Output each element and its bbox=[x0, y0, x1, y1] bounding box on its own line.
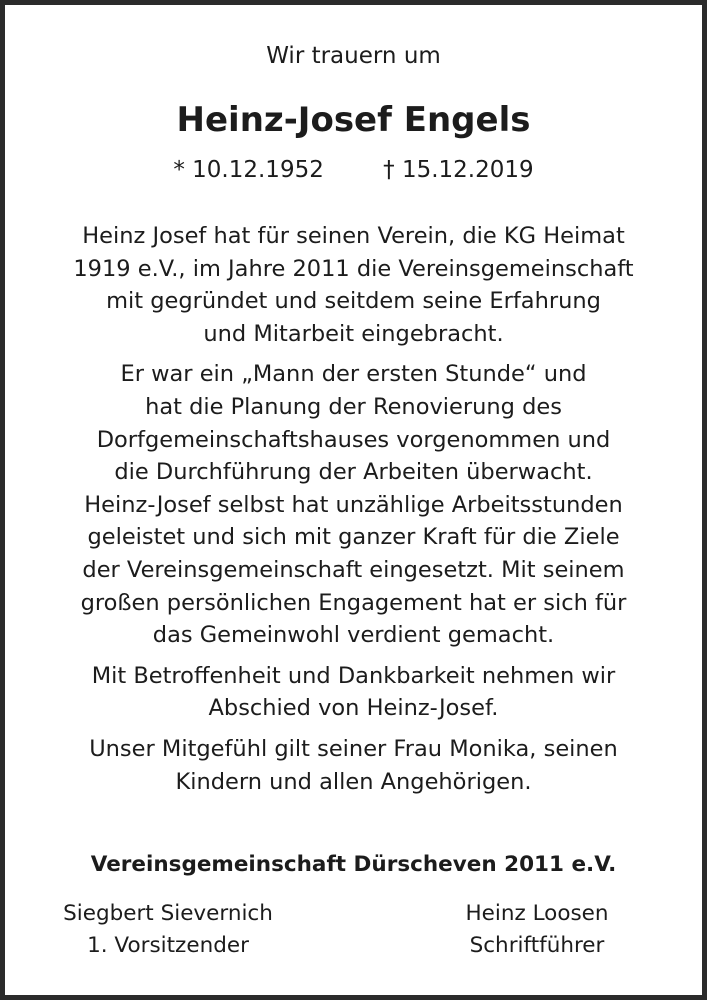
birth-date: * 10.12.1952 bbox=[173, 157, 324, 183]
signatory-name: Siegbert Sievernich bbox=[63, 901, 273, 926]
text-line: Mit Betroffenheit und Dankbarkeit nehmen wir bbox=[91, 662, 616, 689]
text-line: Kindern und allen Angehörigen. bbox=[175, 768, 532, 795]
deceased-name: Heinz-Josef Engels bbox=[176, 100, 531, 140]
signatory-name: Heinz Loosen bbox=[465, 901, 609, 926]
paragraph bbox=[25, 660, 682, 725]
text-line: großen persönlichen Engagement hat er sich für bbox=[80, 589, 627, 616]
intro-line: Wir trauern um bbox=[266, 43, 441, 69]
signatory-left bbox=[43, 898, 293, 962]
signatory-role: Schriftführer bbox=[469, 933, 605, 958]
organization-name: Vereinsgemeinschaft Dürscheven 2011 e.V. bbox=[90, 852, 617, 877]
text-line: und Mitarbeit eingebracht. bbox=[203, 320, 504, 347]
text-line: Abschied von Heinz-Josef. bbox=[208, 695, 499, 722]
text-line: geleistet und sich mit ganzer Kraft für die Ziele bbox=[87, 524, 620, 551]
life-dates bbox=[5, 157, 702, 183]
text-line: die Durchführung der Arbeiten überwacht. bbox=[114, 459, 593, 486]
signatory-role: 1. Vorsitzender bbox=[87, 933, 249, 958]
text-line: mit gegründet und seitdem seine Erfahrung bbox=[106, 288, 601, 315]
paragraph bbox=[25, 733, 682, 798]
paragraph bbox=[25, 358, 682, 651]
paragraph bbox=[25, 220, 682, 350]
obituary-text bbox=[25, 220, 682, 806]
text-line: Heinz Josef hat für seinen Verein, die KG Heimat bbox=[82, 223, 625, 249]
text-line: hat die Planung der Renovierung des bbox=[145, 393, 562, 420]
text-line: Heinz-Josef selbst hat unzählige Arbeitsstunden bbox=[84, 491, 623, 518]
text-line: 1919 e.V., im Jahre 2011 die Vereinsgemeinschaft bbox=[73, 255, 634, 282]
text-line: Dorfgemeinschaftshauses vorgenommen und bbox=[96, 426, 611, 453]
text-line: Er war ein „Mann der ersten Stunde“ und bbox=[120, 361, 587, 388]
text-line: das Gemeinwohl verdient gemacht. bbox=[152, 622, 555, 649]
text-line: Unser Mitgefühl gilt seiner Frau Monika, seinen bbox=[89, 735, 618, 762]
signatory-right bbox=[442, 898, 632, 962]
text-line: der Vereinsgemeinschaft eingesetzt. Mit seinem bbox=[82, 556, 625, 583]
death-date: † 15.12.2019 bbox=[383, 157, 534, 183]
